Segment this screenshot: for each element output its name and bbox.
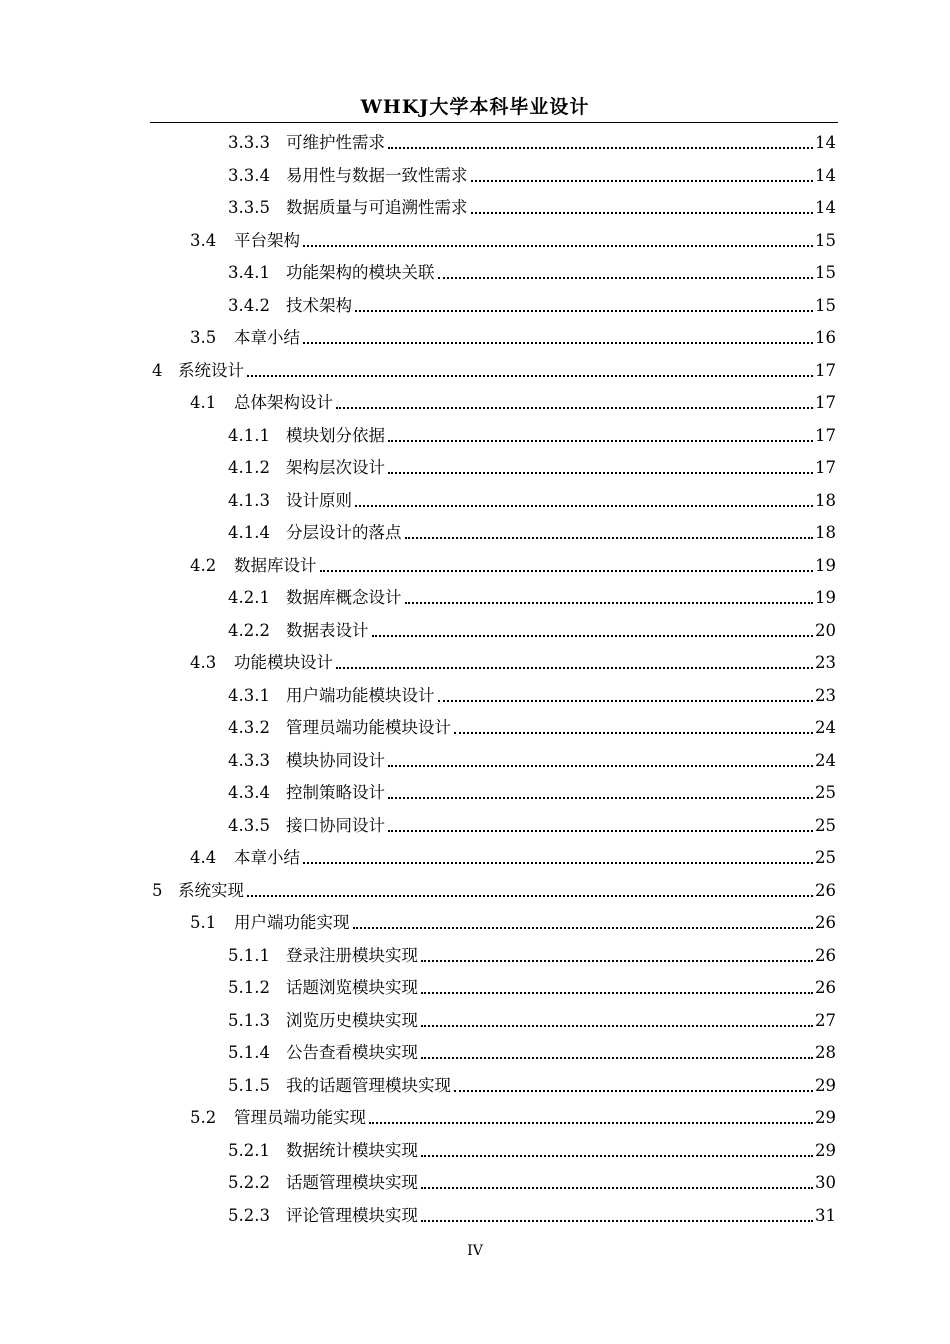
toc-entry[interactable]: [190, 228, 836, 254]
toc-entry-page: 26: [815, 978, 836, 997]
toc-entry-page: 27: [815, 1010, 836, 1030]
toc-entry-number: 5.1: [190, 913, 217, 932]
toc-entry[interactable]: [228, 780, 836, 806]
toc-dot-leader: [336, 407, 813, 409]
toc-entry-number: 4.1.2: [228, 458, 270, 477]
toc-entry-number: 5.2.3: [228, 1205, 270, 1225]
toc-entry[interactable]: [190, 553, 836, 579]
toc-entry-page: 29: [815, 1075, 836, 1095]
toc-entry-title: 管理员端功能实现: [234, 1108, 366, 1127]
toc-entry-page: 14: [815, 165, 836, 185]
toc-entry[interactable]: [228, 715, 836, 741]
toc-entry-page: 26: [815, 945, 836, 965]
toc-entry-title: 数据统计模块实现: [286, 1140, 418, 1160]
toc-dot-leader: [303, 342, 813, 344]
toc-dot-leader: [372, 635, 814, 637]
toc-dot-leader: [454, 1090, 813, 1092]
toc-dot-leader: [471, 212, 814, 214]
toc-dot-leader: [405, 602, 814, 604]
toc-entry-page: 17: [815, 360, 836, 380]
toc-entry-number: 4.3.3: [228, 750, 270, 770]
toc-entry[interactable]: [228, 975, 836, 1001]
toc-entry-page: 19: [815, 588, 836, 607]
toc-entry-page: 25: [815, 848, 836, 867]
toc-entry-page: 24: [815, 750, 836, 770]
toc-dot-leader: [353, 927, 814, 929]
toc-entry[interactable]: [228, 455, 836, 481]
toc-dot-leader: [388, 440, 813, 442]
toc-dot-leader: [421, 960, 813, 962]
toc-entry-page: 15: [815, 263, 836, 282]
toc-entry-title: 模块划分依据: [286, 425, 385, 445]
toc-entry[interactable]: [190, 845, 836, 871]
toc-entry-title: 接口协同设计: [286, 815, 385, 835]
toc-entry-page: 26: [815, 880, 836, 900]
toc-entry-title: 浏览历史模块实现: [286, 1010, 418, 1030]
toc-entry-page: 25: [815, 783, 836, 802]
toc-entry-title: 系统设计: [178, 360, 244, 380]
toc-dot-leader: [388, 765, 813, 767]
toc-entry-title: 功能模块设计: [234, 653, 333, 672]
toc-entry-page: 18: [815, 523, 836, 542]
toc-entry-page: 16: [815, 328, 836, 347]
toc-entry-title: 话题浏览模块实现: [286, 978, 418, 997]
toc-entry-page: 29: [815, 1108, 836, 1127]
toc-entry-number: 3.3.3: [228, 133, 270, 152]
toc-entry-page: 23: [815, 685, 836, 705]
toc-entry[interactable]: [228, 423, 836, 449]
toc-entry[interactable]: [228, 163, 836, 189]
toc-entry-number: 4.3.2: [228, 718, 270, 737]
toc-entry-number: 5.2: [190, 1108, 217, 1127]
toc-entry-page: 23: [815, 653, 836, 672]
toc-entry[interactable]: [228, 943, 836, 969]
toc-entry-number: 5.1.1: [228, 945, 270, 965]
toc-entry[interactable]: [190, 910, 836, 936]
toc-dot-leader: [421, 1220, 813, 1222]
toc-entry-title: 设计原则: [286, 490, 352, 510]
toc-dot-leader: [303, 245, 813, 247]
toc-entry-number: 4.1.3: [228, 490, 270, 510]
toc-entry-page: 30: [815, 1173, 836, 1192]
toc-entry-page: 20: [815, 620, 836, 640]
toc-entry-title: 功能架构的模块关联: [286, 263, 435, 282]
toc-entry-page: 18: [815, 490, 836, 510]
toc-entry[interactable]: [228, 618, 836, 644]
toc-dot-leader: [421, 992, 813, 994]
toc-dot-leader: [421, 1057, 813, 1059]
toc-entry[interactable]: [152, 358, 836, 384]
page-header-title: WHKJ大学本科毕业设计: [360, 96, 590, 118]
toc-entry-page: 25: [815, 815, 836, 835]
toc-entry[interactable]: [228, 1073, 836, 1099]
toc-entry[interactable]: [228, 195, 836, 221]
toc-entry[interactable]: [228, 1138, 836, 1164]
toc-entry-number: 3.3.4: [228, 165, 270, 185]
toc-entry-page: 28: [815, 1043, 836, 1062]
toc-dot-leader: [336, 667, 813, 669]
toc-entry-title: 评论管理模块实现: [286, 1205, 418, 1225]
toc-entry[interactable]: [228, 748, 836, 774]
toc-entry-page: 29: [815, 1140, 836, 1160]
toc-dot-leader: [247, 895, 813, 897]
toc-entry-page: 19: [815, 555, 836, 575]
toc-entry-title: 平台架构: [234, 230, 300, 250]
toc-dot-leader: [355, 505, 813, 507]
toc-dot-leader: [454, 732, 813, 734]
toc-dot-leader: [388, 830, 813, 832]
toc-entry-number: 4.1.4: [228, 523, 270, 542]
toc-entry[interactable]: [228, 488, 836, 514]
toc-entry-title: 控制策略设计: [286, 783, 385, 802]
toc-entry-title: 登录注册模块实现: [286, 945, 418, 965]
toc-entry-number: 4.4: [190, 848, 217, 867]
toc-entry-number: 4.3.1: [228, 685, 270, 705]
toc-entry-number: 3.3.5: [228, 198, 270, 217]
toc-entry-number: 3.4.1: [228, 263, 270, 282]
toc-dot-leader: [388, 797, 813, 799]
toc-entry-number: 4.3.5: [228, 815, 270, 835]
toc-entry-title: 易用性与数据一致性需求: [286, 165, 468, 185]
toc-entry-number: 5.2.1: [228, 1140, 270, 1160]
toc-entry-title: 数据库概念设计: [286, 588, 402, 607]
toc-entry[interactable]: [228, 813, 836, 839]
toc-entry-title: 公告查看模块实现: [286, 1043, 418, 1062]
toc-entry-title: 可维护性需求: [286, 133, 385, 152]
toc-entry-title: 本章小结: [234, 848, 300, 867]
toc-entry-title: 数据表设计: [286, 620, 369, 640]
toc-entry-number: 3.5: [190, 328, 217, 347]
toc-entry-page: 24: [815, 718, 836, 737]
toc-entry[interactable]: [228, 1040, 836, 1066]
toc-entry[interactable]: [190, 650, 836, 676]
toc-dot-leader: [421, 1187, 813, 1189]
toc-entry-number: 3.4.2: [228, 295, 270, 315]
toc-entry-title: 模块协同设计: [286, 750, 385, 770]
toc-entry-number: 4.3.4: [228, 783, 270, 802]
toc-dot-leader: [438, 277, 814, 279]
toc-dot-leader: [388, 147, 813, 149]
toc-entry-number: 4: [152, 360, 163, 380]
toc-entry-page: 17: [815, 393, 836, 412]
toc-dot-leader: [421, 1155, 813, 1157]
toc-entry-title: 系统实现: [178, 880, 244, 900]
toc-entry[interactable]: [228, 293, 836, 319]
toc-entry[interactable]: [190, 1105, 836, 1131]
toc-entry-page: 17: [815, 425, 836, 445]
toc-entry-title: 数据质量与可追溯性需求: [286, 198, 468, 217]
toc-entry-title: 架构层次设计: [286, 458, 385, 477]
toc-entry-number: 5.1.2: [228, 978, 270, 997]
toc-entry-number: 4.3: [190, 653, 217, 672]
toc-entry[interactable]: [228, 683, 836, 709]
toc-entry-title: 话题管理模块实现: [286, 1173, 418, 1192]
page-number: IV: [467, 1243, 483, 1259]
toc-entry-title: 管理员端功能模块设计: [286, 718, 451, 737]
toc-entry-number: 4.1: [190, 393, 217, 412]
toc-entry-number: 5.1.3: [228, 1010, 270, 1030]
toc-entry-title: 本章小结: [234, 328, 300, 347]
toc-entry-page: 17: [815, 458, 836, 477]
toc-dot-leader: [421, 1025, 813, 1027]
toc-entry[interactable]: [228, 260, 836, 286]
toc-dot-leader: [388, 472, 813, 474]
toc-dot-leader: [320, 570, 814, 572]
toc-entry[interactable]: [190, 390, 836, 416]
toc-dot-leader: [438, 700, 814, 702]
toc-entry-number: 4.2: [190, 555, 217, 575]
toc-entry-number: 5.2.2: [228, 1173, 270, 1192]
toc-entry[interactable]: [152, 878, 836, 904]
toc-entry-title: 我的话题管理模块实现: [286, 1075, 451, 1095]
toc-entry[interactable]: [190, 325, 836, 351]
toc-entry-page: 15: [815, 230, 836, 250]
toc-entry[interactable]: [228, 130, 836, 156]
toc-entry-number: 4.2.2: [228, 620, 270, 640]
toc-entry-number: 5.1.4: [228, 1043, 270, 1062]
toc-entry-number: 3.4: [190, 230, 217, 250]
toc-entry[interactable]: [228, 520, 836, 546]
toc-dot-leader: [247, 375, 813, 377]
toc-entry-title: 数据库设计: [234, 555, 317, 575]
toc-dot-leader: [405, 537, 814, 539]
toc-dot-leader: [303, 862, 813, 864]
toc-dot-leader: [355, 310, 813, 312]
toc-entry[interactable]: [228, 1008, 836, 1034]
toc-entry-title: 分层设计的落点: [286, 523, 402, 542]
toc-dot-leader: [471, 180, 814, 182]
toc-entry-title: 技术架构: [286, 295, 352, 315]
toc-entry[interactable]: [228, 1170, 836, 1196]
toc-entry-page: 14: [815, 198, 836, 217]
toc-entry-number: 5: [152, 880, 163, 900]
toc-entry[interactable]: [228, 1203, 836, 1229]
toc-entry-page: 14: [815, 133, 836, 152]
toc-entry-number: 5.1.5: [228, 1075, 270, 1095]
toc-entry-number: 4.1.1: [228, 425, 270, 445]
toc-entry-number: 4.2.1: [228, 588, 270, 607]
toc-entry-title: 用户端功能实现: [234, 913, 350, 932]
toc-entry-page: 31: [815, 1205, 836, 1225]
toc-entry-page: 26: [815, 913, 836, 932]
toc-entry-title: 总体架构设计: [234, 393, 333, 412]
toc-entry-title: 用户端功能模块设计: [286, 685, 435, 705]
toc-entry-page: 15: [815, 295, 836, 315]
toc-dot-leader: [369, 1122, 813, 1124]
toc-entry[interactable]: [228, 585, 836, 611]
